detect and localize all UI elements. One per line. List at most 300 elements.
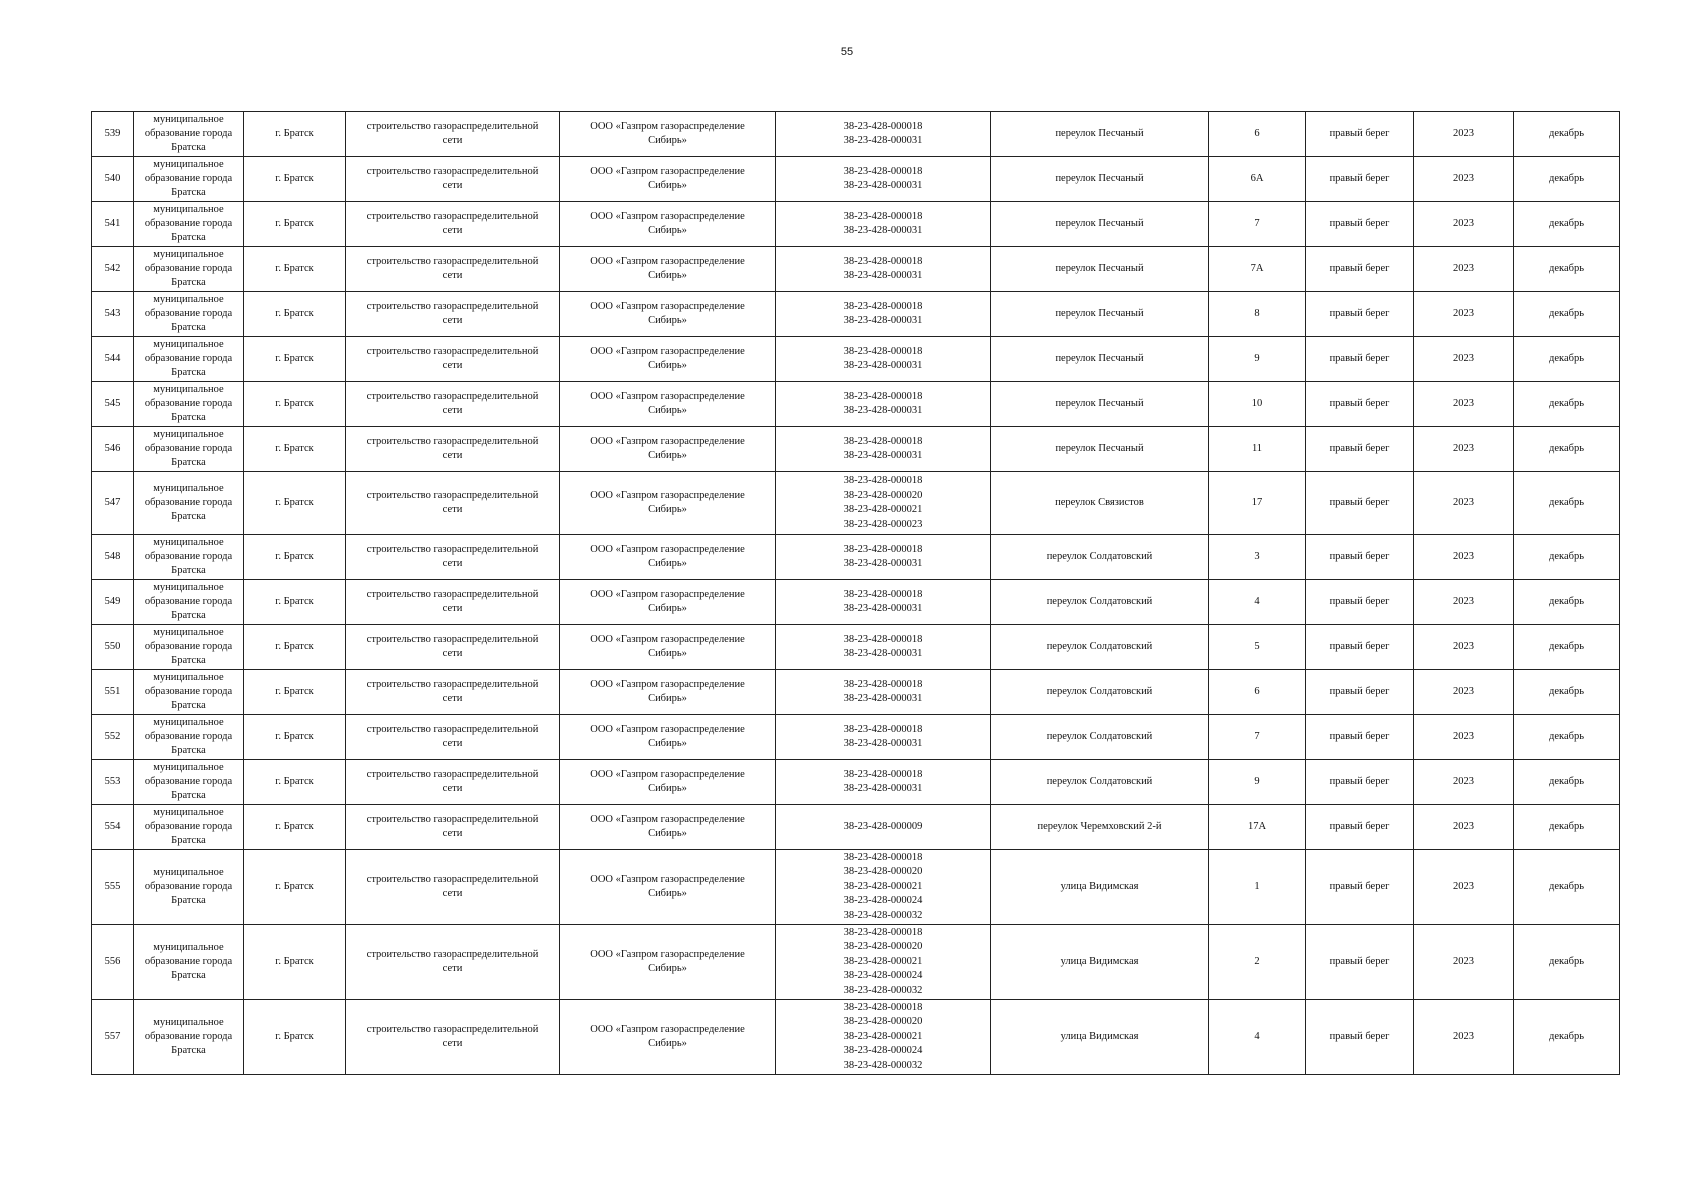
cadastral-number: 38-23-428-000018 xyxy=(843,678,923,690)
month-cell: декабрь xyxy=(1514,535,1620,580)
house-number-cell: 11 xyxy=(1209,427,1306,472)
house-number-cell: 2 xyxy=(1209,925,1306,1000)
cadastral-number: 38-23-428-000018 xyxy=(843,345,923,357)
house-number-cell: 5 xyxy=(1209,625,1306,670)
work-type-cell-line: строительство газораспределительной xyxy=(366,391,539,402)
cadastral-number: 38-23-428-000018 xyxy=(843,210,923,222)
river-bank-cell: правый берег xyxy=(1306,292,1414,337)
cadastral-number: 38-23-428-000024 xyxy=(843,895,923,907)
work-type-cell-line: строительство газораспределительной xyxy=(366,1024,539,1035)
municipality-cell xyxy=(134,202,244,247)
month-cell: декабрь xyxy=(1514,247,1620,292)
cadastral-number: 38-23-428-000009 xyxy=(843,820,923,832)
city-cell: г. Братск xyxy=(244,850,346,925)
cadastral-number: 38-23-428-000021 xyxy=(843,1030,923,1042)
municipality-cell-line: муниципальное xyxy=(153,537,224,548)
month-cell: декабрь xyxy=(1514,112,1620,157)
row-number-cell: 543 xyxy=(92,292,134,337)
city-cell: г. Братск xyxy=(244,247,346,292)
organization-cell xyxy=(560,850,776,925)
street-cell: переулок Черемховский 2-й xyxy=(991,805,1209,850)
street-cell: улица Видимская xyxy=(991,1000,1209,1075)
municipality-cell-line: образование города xyxy=(144,731,233,742)
work-type-cell-line: строительство газораспределительной xyxy=(366,211,539,222)
river-bank-cell: правый берег xyxy=(1306,1000,1414,1075)
municipality-cell-line: образование города xyxy=(144,881,233,892)
organization-cell-line: ООО «Газпром газораспределение xyxy=(590,121,745,132)
year-cell: 2023 xyxy=(1414,715,1514,760)
municipality-cell xyxy=(134,535,244,580)
house-number-cell: 9 xyxy=(1209,337,1306,382)
cadastral-number: 38-23-428-000024 xyxy=(843,970,923,982)
house-number-cell: 4 xyxy=(1209,580,1306,625)
house-number-cell: 9 xyxy=(1209,760,1306,805)
work-type-cell-line: сети xyxy=(442,504,463,515)
month-cell: декабрь xyxy=(1514,625,1620,670)
work-type-cell xyxy=(346,925,560,1000)
river-bank-cell: правый берег xyxy=(1306,805,1414,850)
cadastral-cell xyxy=(776,202,991,247)
organization-cell xyxy=(560,337,776,382)
municipality-cell-line: образование города xyxy=(144,398,233,409)
work-type-cell-line: строительство газораспределительной xyxy=(366,256,539,267)
work-type-cell xyxy=(346,427,560,472)
cadastral-cell xyxy=(776,760,991,805)
municipality-cell-line: образование города xyxy=(144,821,233,832)
work-type-cell-line: строительство газораспределительной xyxy=(366,589,539,600)
year-cell: 2023 xyxy=(1414,472,1514,535)
cadastral-cell xyxy=(776,337,991,382)
cadastral-number: 38-23-428-000031 xyxy=(843,135,923,146)
municipality-cell-line: образование города xyxy=(144,443,233,454)
cadastral-number: 38-23-428-000031 xyxy=(843,738,923,749)
organization-cell-line: Сибирь» xyxy=(648,225,687,236)
work-type-cell xyxy=(346,805,560,850)
street-cell: улица Видимская xyxy=(991,850,1209,925)
year-cell: 2023 xyxy=(1414,292,1514,337)
municipality-cell-line: муниципальное xyxy=(153,672,224,683)
city-cell: г. Братск xyxy=(244,337,346,382)
street-cell: переулок Солдатовский xyxy=(991,580,1209,625)
organization-cell-line: ООО «Газпром газораспределение xyxy=(590,346,745,357)
cadastral-number: 38-23-428-000032 xyxy=(843,1059,923,1071)
organization-cell-line: Сибирь» xyxy=(648,828,687,839)
row-number-cell: 548 xyxy=(92,535,134,580)
month-cell: декабрь xyxy=(1514,157,1620,202)
city-cell: г. Братск xyxy=(244,202,346,247)
work-type-cell xyxy=(346,670,560,715)
organization-cell xyxy=(560,247,776,292)
municipality-cell xyxy=(134,382,244,427)
municipality-cell xyxy=(134,472,244,535)
municipality-cell-line: Братска xyxy=(171,1045,206,1056)
table-row xyxy=(92,427,1620,472)
city-cell: г. Братск xyxy=(244,292,346,337)
work-type-cell-line: строительство газораспределительной xyxy=(366,814,539,825)
city-cell: г. Братск xyxy=(244,112,346,157)
river-bank-cell: правый берег xyxy=(1306,580,1414,625)
city-cell: г. Братск xyxy=(244,925,346,1000)
cadastral-cell xyxy=(776,805,991,850)
organization-cell-line: ООО «Газпром газораспределение xyxy=(590,256,745,267)
table-row xyxy=(92,247,1620,292)
work-type-cell-line: строительство газораспределительной xyxy=(366,166,539,177)
municipality-cell-line: Братска xyxy=(171,610,206,621)
municipality-cell-line: Братска xyxy=(171,412,206,423)
municipality-cell xyxy=(134,760,244,805)
work-type-cell xyxy=(346,715,560,760)
work-type-cell-line: строительство газораспределительной xyxy=(366,874,539,885)
municipality-cell-line: образование города xyxy=(144,128,233,139)
cadastral-number: 38-23-428-000018 xyxy=(843,300,923,312)
municipality-cell-line: Братска xyxy=(171,367,206,378)
cadastral-cell xyxy=(776,850,991,925)
city-cell: г. Братск xyxy=(244,1000,346,1075)
city-cell: г. Братск xyxy=(244,472,346,535)
house-number-cell: 8 xyxy=(1209,292,1306,337)
row-number-cell: 553 xyxy=(92,760,134,805)
municipality-cell-line: муниципальное xyxy=(153,1017,224,1028)
cadastral-number: 38-23-428-000018 xyxy=(843,926,923,938)
cadastral-number: 38-23-428-000020 xyxy=(843,941,923,953)
cadastral-cell xyxy=(776,580,991,625)
organization-cell xyxy=(560,427,776,472)
city-cell: г. Братск xyxy=(244,625,346,670)
work-type-cell-line: строительство газораспределительной xyxy=(366,436,539,447)
house-number-cell: 1 xyxy=(1209,850,1306,925)
table-row xyxy=(92,202,1620,247)
row-number-cell: 546 xyxy=(92,427,134,472)
organization-cell xyxy=(560,292,776,337)
row-number-cell: 551 xyxy=(92,670,134,715)
cadastral-cell xyxy=(776,427,991,472)
work-type-cell-line: строительство газораспределительной xyxy=(366,724,539,735)
municipality-cell-line: муниципальное xyxy=(153,807,224,818)
river-bank-cell: правый берег xyxy=(1306,247,1414,292)
work-type-cell-line: сети xyxy=(442,783,463,794)
work-type-cell-line: сети xyxy=(442,315,463,326)
month-cell: декабрь xyxy=(1514,202,1620,247)
city-cell: г. Братск xyxy=(244,157,346,202)
municipality-cell xyxy=(134,715,244,760)
house-number-cell: 3 xyxy=(1209,535,1306,580)
organization-cell xyxy=(560,715,776,760)
cadastral-number: 38-23-428-000018 xyxy=(843,1001,923,1013)
municipality-cell-line: Братска xyxy=(171,745,206,756)
work-type-cell xyxy=(346,580,560,625)
cadastral-cell xyxy=(776,472,991,535)
work-type-cell-line: строительство газораспределительной xyxy=(366,301,539,312)
work-type-cell-line: сети xyxy=(442,135,463,146)
municipality-cell-line: образование города xyxy=(144,263,233,274)
organization-cell xyxy=(560,202,776,247)
cadastral-cell xyxy=(776,157,991,202)
work-type-cell xyxy=(346,625,560,670)
cadastral-number: 38-23-428-000020 xyxy=(843,489,923,501)
municipality-cell xyxy=(134,157,244,202)
municipality-cell-line: муниципальное xyxy=(153,429,224,440)
cadastral-cell xyxy=(776,1000,991,1075)
cadastral-cell xyxy=(776,535,991,580)
work-type-cell xyxy=(346,202,560,247)
table-row xyxy=(92,472,1620,535)
organization-cell-line: Сибирь» xyxy=(648,888,687,899)
municipality-cell xyxy=(134,850,244,925)
municipality-cell-line: образование города xyxy=(144,686,233,697)
municipality-cell-line: муниципальное xyxy=(153,159,224,170)
river-bank-cell: правый берег xyxy=(1306,472,1414,535)
cadastral-number: 38-23-428-000020 xyxy=(843,866,923,878)
organization-cell-line: Сибирь» xyxy=(648,738,687,749)
cadastral-number: 38-23-428-000031 xyxy=(843,783,923,794)
house-number-cell: 17А xyxy=(1209,805,1306,850)
row-number-cell: 544 xyxy=(92,337,134,382)
work-type-cell xyxy=(346,247,560,292)
street-cell: переулок Песчаный xyxy=(991,112,1209,157)
municipality-cell-line: образование города xyxy=(144,173,233,184)
organization-cell xyxy=(560,625,776,670)
year-cell: 2023 xyxy=(1414,337,1514,382)
year-cell: 2023 xyxy=(1414,382,1514,427)
month-cell: декабрь xyxy=(1514,670,1620,715)
river-bank-cell: правый берег xyxy=(1306,157,1414,202)
municipality-cell xyxy=(134,925,244,1000)
organization-cell xyxy=(560,535,776,580)
year-cell: 2023 xyxy=(1414,157,1514,202)
municipality-cell-line: образование города xyxy=(144,308,233,319)
river-bank-cell: правый берег xyxy=(1306,715,1414,760)
municipality-cell-line: муниципальное xyxy=(153,867,224,878)
municipality-cell-line: Братска xyxy=(171,277,206,288)
organization-cell xyxy=(560,472,776,535)
cadastral-number: 38-23-428-000024 xyxy=(843,1045,923,1057)
row-number-cell: 541 xyxy=(92,202,134,247)
cadastral-cell xyxy=(776,715,991,760)
table-row xyxy=(92,625,1620,670)
month-cell: декабрь xyxy=(1514,715,1620,760)
organization-cell-line: Сибирь» xyxy=(648,270,687,281)
organization-cell-line: ООО «Газпром газораспределение xyxy=(590,301,745,312)
table-row xyxy=(92,760,1620,805)
cadastral-number: 38-23-428-000031 xyxy=(843,225,923,236)
work-type-cell xyxy=(346,112,560,157)
month-cell: декабрь xyxy=(1514,382,1620,427)
organization-cell-line: ООО «Газпром газораспределение xyxy=(590,814,745,825)
municipality-cell-line: образование города xyxy=(144,551,233,562)
work-type-cell-line: сети xyxy=(442,963,463,974)
municipality-cell-line: муниципальное xyxy=(153,942,224,953)
month-cell: декабрь xyxy=(1514,1000,1620,1075)
organization-cell-line: Сибирь» xyxy=(648,180,687,191)
work-type-cell-line: строительство газораспределительной xyxy=(366,346,539,357)
cadastral-number: 38-23-428-000018 xyxy=(843,390,923,402)
organization-cell xyxy=(560,382,776,427)
river-bank-cell: правый берег xyxy=(1306,760,1414,805)
work-type-cell-line: сети xyxy=(442,693,463,704)
table-row xyxy=(92,715,1620,760)
organization-cell-line: Сибирь» xyxy=(648,315,687,326)
municipality-cell-line: муниципальное xyxy=(153,762,224,773)
city-cell: г. Братск xyxy=(244,427,346,472)
work-type-cell xyxy=(346,1000,560,1075)
organization-cell xyxy=(560,670,776,715)
municipality-cell xyxy=(134,337,244,382)
work-type-cell xyxy=(346,157,560,202)
river-bank-cell: правый берег xyxy=(1306,382,1414,427)
municipality-cell xyxy=(134,112,244,157)
municipality-cell xyxy=(134,805,244,850)
table-row xyxy=(92,850,1620,925)
municipality-cell-line: Братска xyxy=(171,187,206,198)
river-bank-cell: правый берег xyxy=(1306,337,1414,382)
month-cell: декабрь xyxy=(1514,472,1620,535)
cadastral-number: 38-23-428-000018 xyxy=(843,851,923,863)
organization-cell-line: ООО «Газпром газораспределение xyxy=(590,949,745,960)
organization-cell xyxy=(560,157,776,202)
cadastral-cell xyxy=(776,247,991,292)
municipality-cell-line: Братска xyxy=(171,790,206,801)
organization-cell-line: Сибирь» xyxy=(648,963,687,974)
year-cell: 2023 xyxy=(1414,535,1514,580)
row-number-cell: 545 xyxy=(92,382,134,427)
house-number-cell: 6 xyxy=(1209,112,1306,157)
month-cell: декабрь xyxy=(1514,337,1620,382)
row-number-cell: 539 xyxy=(92,112,134,157)
municipality-cell-line: муниципальное xyxy=(153,114,224,125)
organization-cell-line: Сибирь» xyxy=(648,558,687,569)
municipality-cell-line: образование города xyxy=(144,497,233,508)
cadastral-number: 38-23-428-000031 xyxy=(843,180,923,191)
river-bank-cell: правый берег xyxy=(1306,625,1414,670)
municipality-cell-line: Братска xyxy=(171,835,206,846)
cadastral-number: 38-23-428-000021 xyxy=(843,955,923,967)
row-number-cell: 540 xyxy=(92,157,134,202)
cadastral-number: 38-23-428-000031 xyxy=(843,693,923,704)
municipality-cell-line: Братска xyxy=(171,511,206,522)
river-bank-cell: правый берег xyxy=(1306,925,1414,1000)
street-cell: переулок Связистов xyxy=(991,472,1209,535)
organization-cell-line: ООО «Газпром газораспределение xyxy=(590,769,745,780)
municipality-cell-line: муниципальное xyxy=(153,384,224,395)
cadastral-number: 38-23-428-000018 xyxy=(843,723,923,735)
organization-cell-line: ООО «Газпром газораспределение xyxy=(590,211,745,222)
row-number-cell: 542 xyxy=(92,247,134,292)
year-cell: 2023 xyxy=(1414,625,1514,670)
work-type-cell-line: сети xyxy=(442,603,463,614)
cadastral-number: 38-23-428-000018 xyxy=(843,768,923,780)
month-cell: декабрь xyxy=(1514,805,1620,850)
work-type-cell-line: строительство газораспределительной xyxy=(366,544,539,555)
cadastral-number: 38-23-428-000031 xyxy=(843,405,923,416)
cadastral-cell xyxy=(776,625,991,670)
work-type-cell-line: строительство газораспределительной xyxy=(366,679,539,690)
municipality-cell xyxy=(134,1000,244,1075)
cadastral-number: 38-23-428-000031 xyxy=(843,315,923,326)
cadastral-number: 38-23-428-000031 xyxy=(843,603,923,614)
street-cell: переулок Песчаный xyxy=(991,292,1209,337)
house-number-cell: 6 xyxy=(1209,670,1306,715)
street-cell: переулок Солдатовский xyxy=(991,670,1209,715)
year-cell: 2023 xyxy=(1414,112,1514,157)
house-number-cell: 10 xyxy=(1209,382,1306,427)
cadastral-number: 38-23-428-000018 xyxy=(843,435,923,447)
street-cell: улица Видимская xyxy=(991,925,1209,1000)
cadastral-number: 38-23-428-000031 xyxy=(843,270,923,281)
cadastral-number: 38-23-428-000018 xyxy=(843,543,923,555)
year-cell: 2023 xyxy=(1414,850,1514,925)
cadastral-number: 38-23-428-000020 xyxy=(843,1016,923,1028)
cadastral-cell xyxy=(776,670,991,715)
table-row xyxy=(92,337,1620,382)
table-row xyxy=(92,670,1620,715)
organization-cell-line: Сибирь» xyxy=(648,693,687,704)
municipality-cell xyxy=(134,625,244,670)
registry-table xyxy=(91,111,1620,1075)
street-cell: переулок Песчаный xyxy=(991,337,1209,382)
work-type-cell xyxy=(346,382,560,427)
organization-cell-line: Сибирь» xyxy=(648,405,687,416)
work-type-cell xyxy=(346,472,560,535)
month-cell: декабрь xyxy=(1514,427,1620,472)
work-type-cell-line: сети xyxy=(442,828,463,839)
organization-cell xyxy=(560,925,776,1000)
municipality-cell xyxy=(134,292,244,337)
year-cell: 2023 xyxy=(1414,427,1514,472)
organization-cell-line: Сибирь» xyxy=(648,603,687,614)
municipality-cell-line: муниципальное xyxy=(153,249,224,260)
street-cell: переулок Песчаный xyxy=(991,427,1209,472)
municipality-cell-line: образование города xyxy=(144,596,233,607)
municipality-cell xyxy=(134,247,244,292)
municipality-cell-line: Братска xyxy=(171,232,206,243)
month-cell: декабрь xyxy=(1514,580,1620,625)
year-cell: 2023 xyxy=(1414,580,1514,625)
work-type-cell-line: строительство газораспределительной xyxy=(366,634,539,645)
table-row xyxy=(92,157,1620,202)
municipality-cell-line: Братска xyxy=(171,142,206,153)
registry-body xyxy=(92,112,1620,1075)
work-type-cell xyxy=(346,850,560,925)
organization-cell-line: ООО «Газпром газораспределение xyxy=(590,490,745,501)
city-cell: г. Братск xyxy=(244,670,346,715)
organization-cell-line: ООО «Газпром газораспределение xyxy=(590,436,745,447)
city-cell: г. Братск xyxy=(244,805,346,850)
table-row xyxy=(92,580,1620,625)
street-cell: переулок Песчаный xyxy=(991,202,1209,247)
municipality-cell-line: муниципальное xyxy=(153,339,224,350)
row-number-cell: 556 xyxy=(92,925,134,1000)
cadastral-number: 38-23-428-000023 xyxy=(843,518,923,530)
municipality-cell-line: образование города xyxy=(144,218,233,229)
organization-cell-line: ООО «Газпром газораспределение xyxy=(590,634,745,645)
municipality-cell-line: Братска xyxy=(171,970,206,981)
organization-cell-line: Сибирь» xyxy=(648,450,687,461)
row-number-cell: 549 xyxy=(92,580,134,625)
cadastral-number: 38-23-428-000031 xyxy=(843,360,923,371)
page-number: 55 xyxy=(840,46,854,58)
municipality-cell xyxy=(134,580,244,625)
work-type-cell xyxy=(346,760,560,805)
house-number-cell: 7 xyxy=(1209,202,1306,247)
year-cell: 2023 xyxy=(1414,760,1514,805)
table-row xyxy=(92,112,1620,157)
work-type-cell-line: сети xyxy=(442,405,463,416)
cadastral-number: 38-23-428-000031 xyxy=(843,648,923,659)
organization-cell xyxy=(560,760,776,805)
municipality-cell-line: образование города xyxy=(144,1031,233,1042)
organization-cell-line: Сибирь» xyxy=(648,360,687,371)
organization-cell-line: ООО «Газпром газораспределение xyxy=(590,391,745,402)
